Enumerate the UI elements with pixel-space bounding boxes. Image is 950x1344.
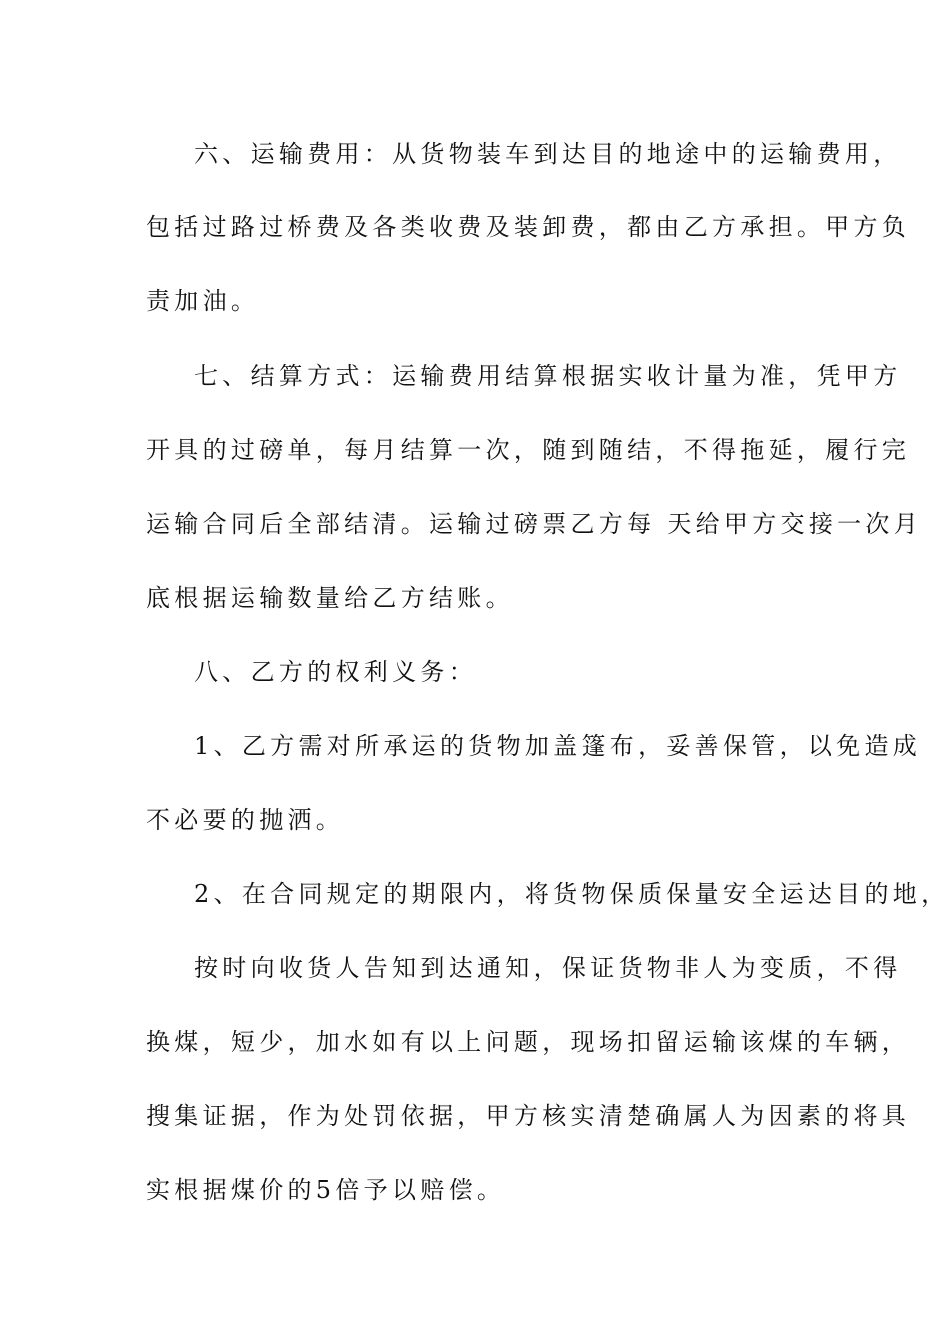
item-2-line-3: 换煤，短少，加水如有以上问题，现场扣留运输该煤的车辆， <box>146 1028 911 1056</box>
paragraph-7-line-1: 七、结算方式：运输费用结算根据实收计量为准，凭甲方 <box>194 362 902 390</box>
item-2-line-1: 2、在合同规定的期限内，将货物保质保量安全运达目的地， <box>194 880 950 908</box>
paragraph-7-line-4: 底根据运输数量给乙方结账。 <box>146 584 514 612</box>
paragraph-7-line-2: 开具的过磅单，每月结算一次，随到随结，不得拖延，履行完 <box>146 436 911 464</box>
item-1-line-2: 不必要的抛洒。 <box>146 806 345 834</box>
paragraph-6-line-1: 六、运输费用：从货物装车到达目的地途中的运输费用， <box>194 140 902 168</box>
item-2-line-4: 搜集证据，作为处罚依据，甲方核实清楚确属人为因素的将具 <box>146 1102 911 1130</box>
item-1-line-1: 1、乙方需对所承运的货物加盖篷布，妥善保管，以免造成 <box>194 732 922 760</box>
paragraph-7-line-3: 运输合同后全部结清。运输过磅票乙方每 天给甲方交接一次月 <box>146 510 923 538</box>
item-2-line-5: 实根据煤价的5倍予以赔偿。 <box>146 1176 506 1204</box>
paragraph-6-line-2: 包括过路过桥费及各类收费及装卸费，都由乙方承担。甲方负 <box>146 213 911 241</box>
paragraph-6-line-3: 责加油。 <box>146 287 260 315</box>
item-2-line-2: 按时向收货人告知到达通知，保证货物非人为变质，不得 <box>194 954 902 982</box>
paragraph-8-heading: 八、乙方的权利义务： <box>194 658 477 686</box>
